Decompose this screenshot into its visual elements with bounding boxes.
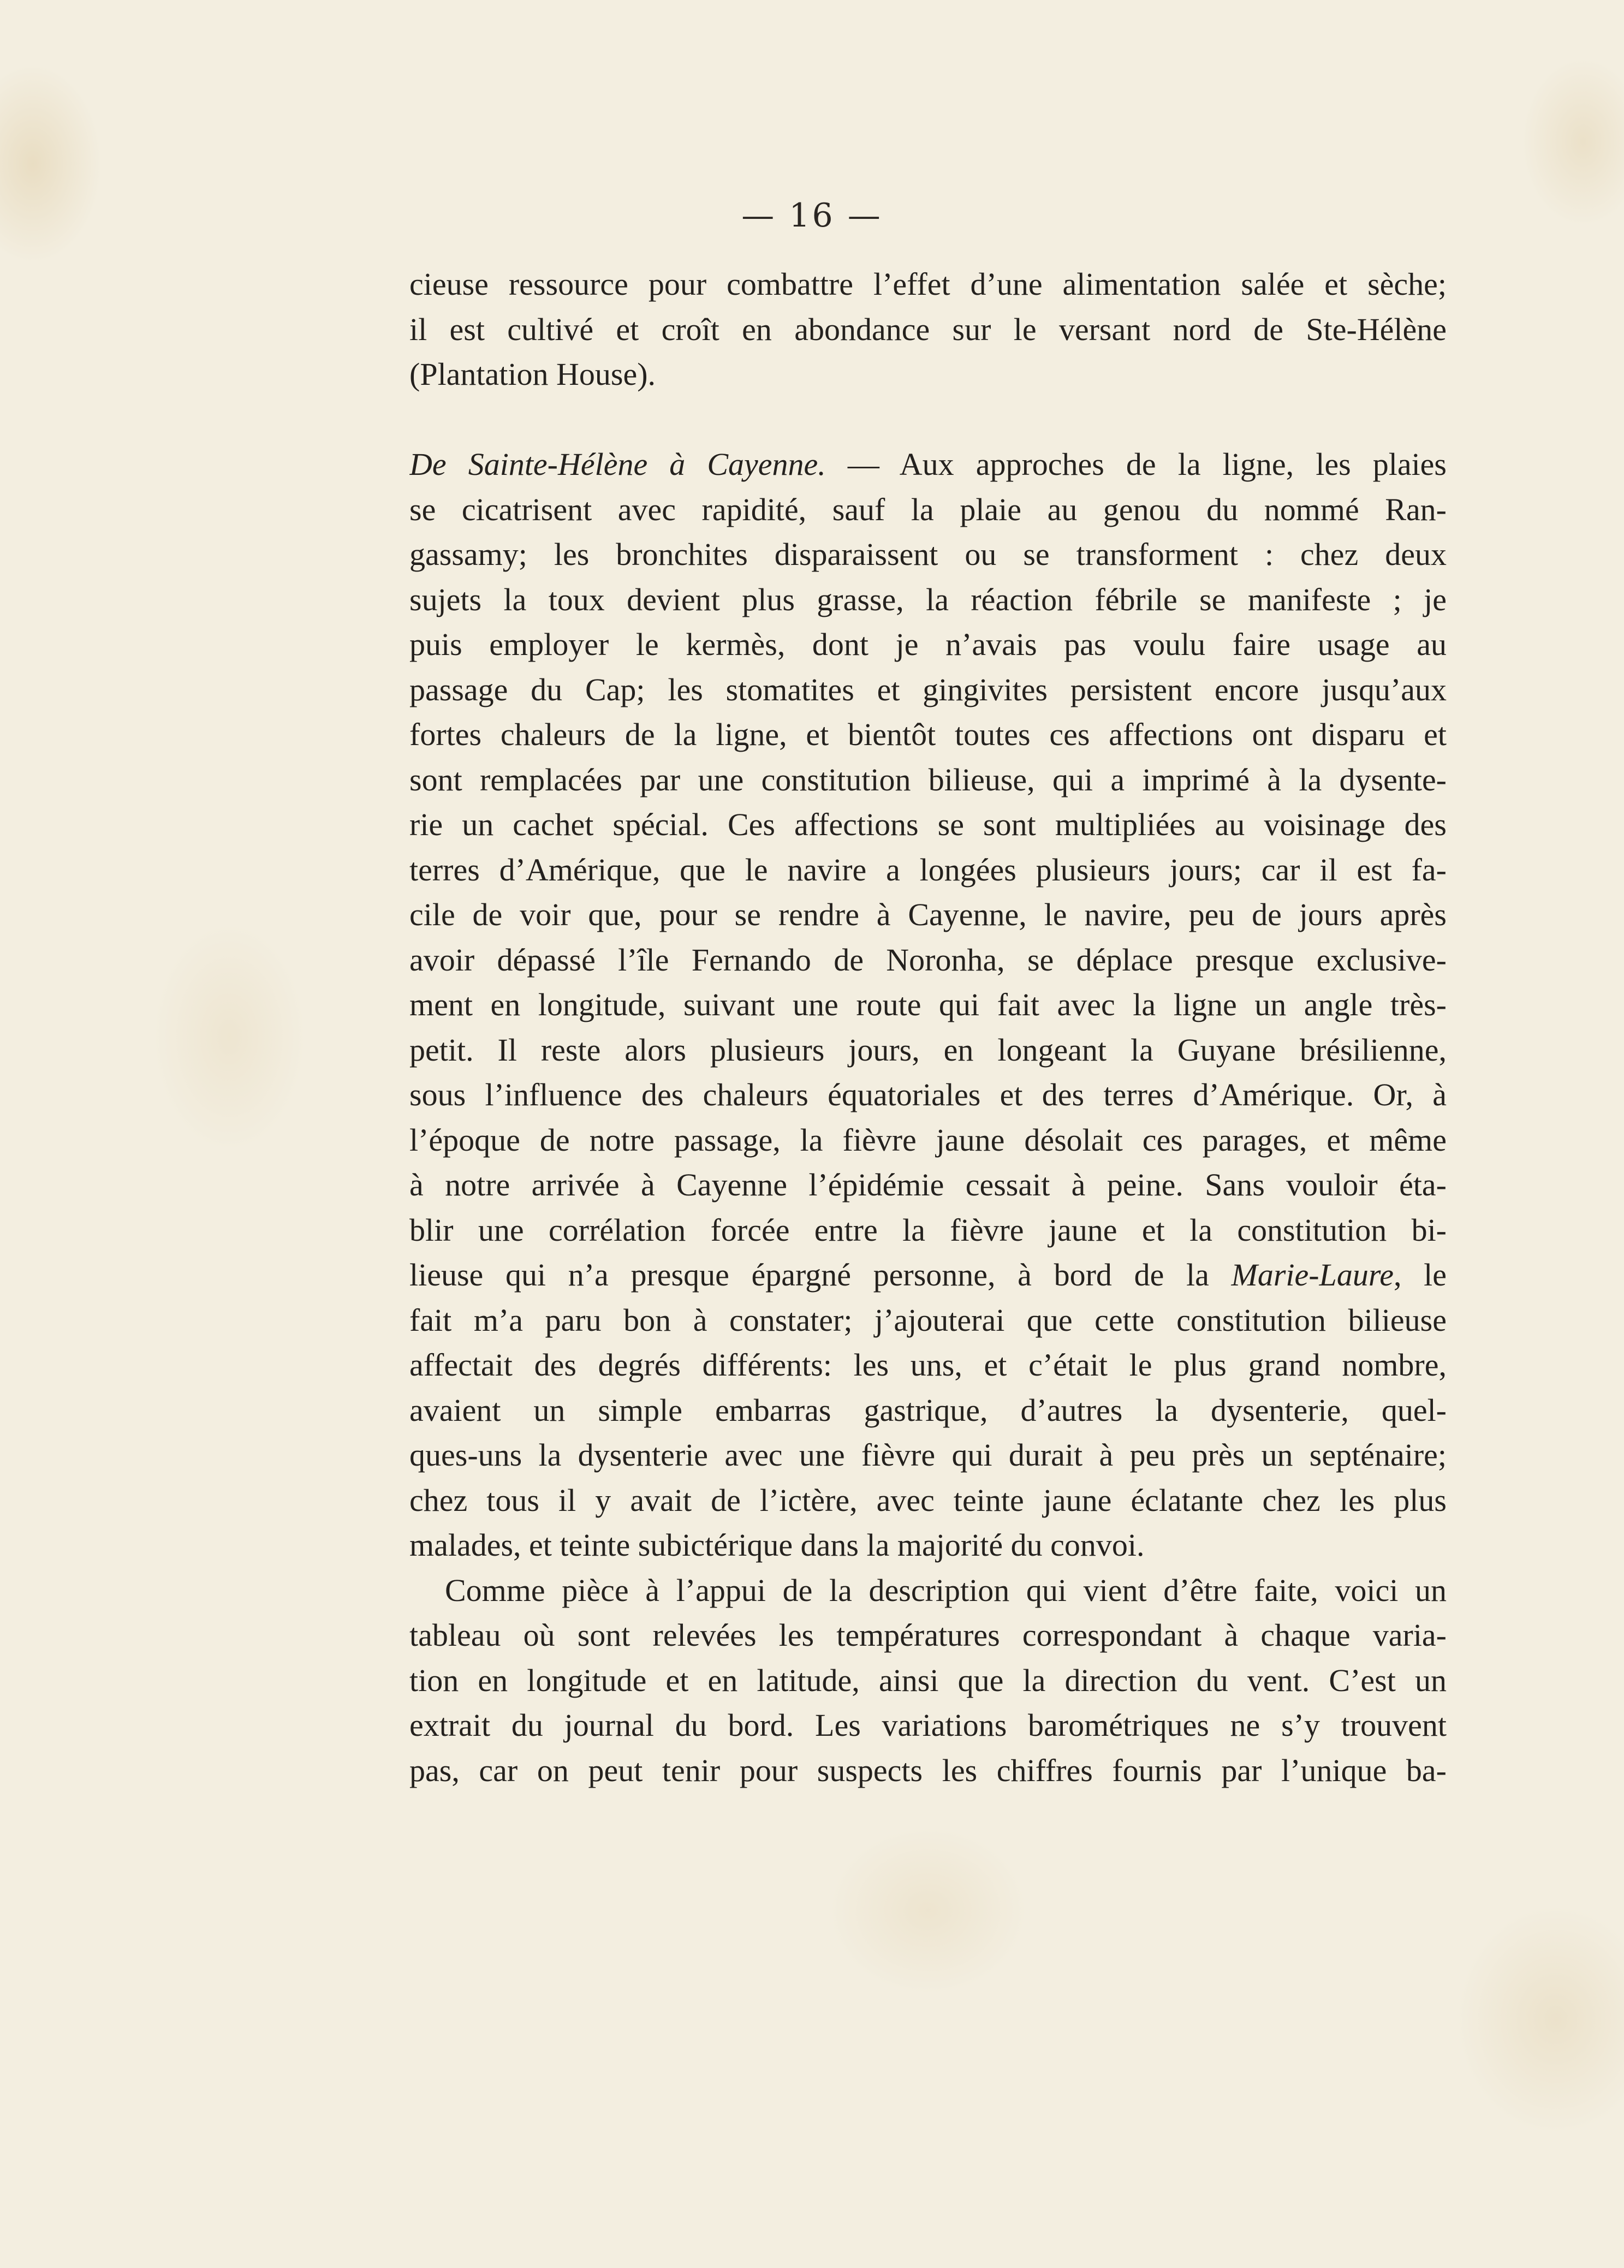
- text-line: fait m’a paru bon à constater; j’ajouterai que cette constitution bilieuse: [409, 1302, 1447, 1338]
- text-line: petit. Il reste alors plusieurs jours, en longeant la Guyane brésilienne,: [409, 1032, 1447, 1068]
- text-line: se cicatrisent avec rapidité, sauf la plaie au genou du nommé Ran-: [409, 491, 1447, 527]
- text-line: tion en longitude et en latitude, ainsi que la direction du vent. C’est un: [409, 1662, 1447, 1698]
- text-line: ment en longitude, suivant une route qui fait avec la ligne un angle très-: [409, 987, 1447, 1022]
- text-line: (Plantation House).: [409, 356, 656, 392]
- text-fragment: , le: [1393, 1257, 1447, 1293]
- text-line: cieuse ressource pour combattre l’effet d’une alimentation salée et sèche;: [409, 266, 1447, 302]
- text-line: chez tous il y avait de l’ictère, avec teinte jaune éclatante chez les plus: [409, 1482, 1447, 1518]
- body-text: [409, 262, 1447, 1793]
- text-line: terres d’Amérique, que le navire a longées plusieurs jours; car il est fa-: [409, 852, 1447, 888]
- text-line: blir une corrélation forcée entre la fièvre jaune et la constitution bi-: [409, 1212, 1447, 1248]
- text-line: sujets la toux devient plus grasse, la réaction fébrile se manifeste ; je: [409, 581, 1447, 617]
- page-number: — 16 —: [741, 197, 883, 235]
- text-line: l’époque de notre passage, la fièvre jaune désolait ces parages, et même: [409, 1122, 1447, 1158]
- text-line: affectait des degrés différents: les uns, et c’était le plus grand nombre,: [409, 1347, 1447, 1383]
- text-line: cile de voir que, pour se rendre à Cayenne, le navire, peu de jours après: [409, 897, 1447, 932]
- text-fragment: — Aux approches de la ligne, les plaies: [825, 447, 1447, 482]
- section-heading-line: [409, 442, 1447, 487]
- text-line-ship: [409, 1253, 1447, 1298]
- text-fragment: lieuse qui n’a presque épargné personne, à bord de la: [409, 1257, 1232, 1293]
- text-line: rie un cachet spécial. Ces affections se sont multipliées au voisinage des: [409, 807, 1447, 842]
- text-line: pas, car on peut tenir pour suspects les chiffres fournis par l’unique ba-: [409, 1752, 1447, 1788]
- text-line: à notre arrivée à Cayenne l’épidémie cessait à peine. Sans vouloir éta-: [409, 1167, 1447, 1203]
- text-line: malades, et teinte subictérique dans la majorité du convoi.: [409, 1527, 1145, 1563]
- text-line: puis employer le kermès, dont je n’avais pas voulu faire usage au: [409, 627, 1447, 662]
- text-line: sont remplacées par une constitution bilieuse, qui a imprimé à la dysente-: [409, 761, 1447, 797]
- text-line: il est cultivé et croît en abondance sur le versant nord de Ste-Hélène: [409, 311, 1447, 347]
- text-line: extrait du journal du bord. Les variations barométriques ne s’y trouvent: [409, 1707, 1447, 1743]
- text-line: fortes chaleurs de la ligne, et bientôt toutes ces affections ont disparu et: [409, 717, 1447, 752]
- text-line: Comme pièce à l’appui de la description qui vient d’être faite, voici un: [445, 1572, 1447, 1608]
- text-line: passage du Cap; les stomatites et gingivites persistent encore jusqu’aux: [409, 671, 1447, 707]
- text-line: gassamy; les bronchites disparaissent ou se transforment : chez deux: [409, 537, 1447, 572]
- text-line: avoir dépassé l’île Fernando de Noronha, se déplace presque exclusive-: [409, 942, 1447, 978]
- ship-name: Marie-Laure: [1231, 1257, 1394, 1293]
- text-line: avaient un simple embarras gastrique, d’autres la dysenterie, quel-: [409, 1392, 1447, 1428]
- text-line: sous l’influence des chaleurs équatoriales et des terres d’Amérique. Or, à: [409, 1077, 1447, 1112]
- text-line: ques-uns la dysenterie avec une fièvre qui durait à peu près un septénaire;: [409, 1437, 1447, 1473]
- section-heading: De Sainte-Hélène à Cayenne.: [409, 447, 826, 482]
- text-line: tableau où sont relevées les températures correspondant à chaque varia-: [409, 1617, 1447, 1653]
- paragraph-gap: [409, 397, 1447, 443]
